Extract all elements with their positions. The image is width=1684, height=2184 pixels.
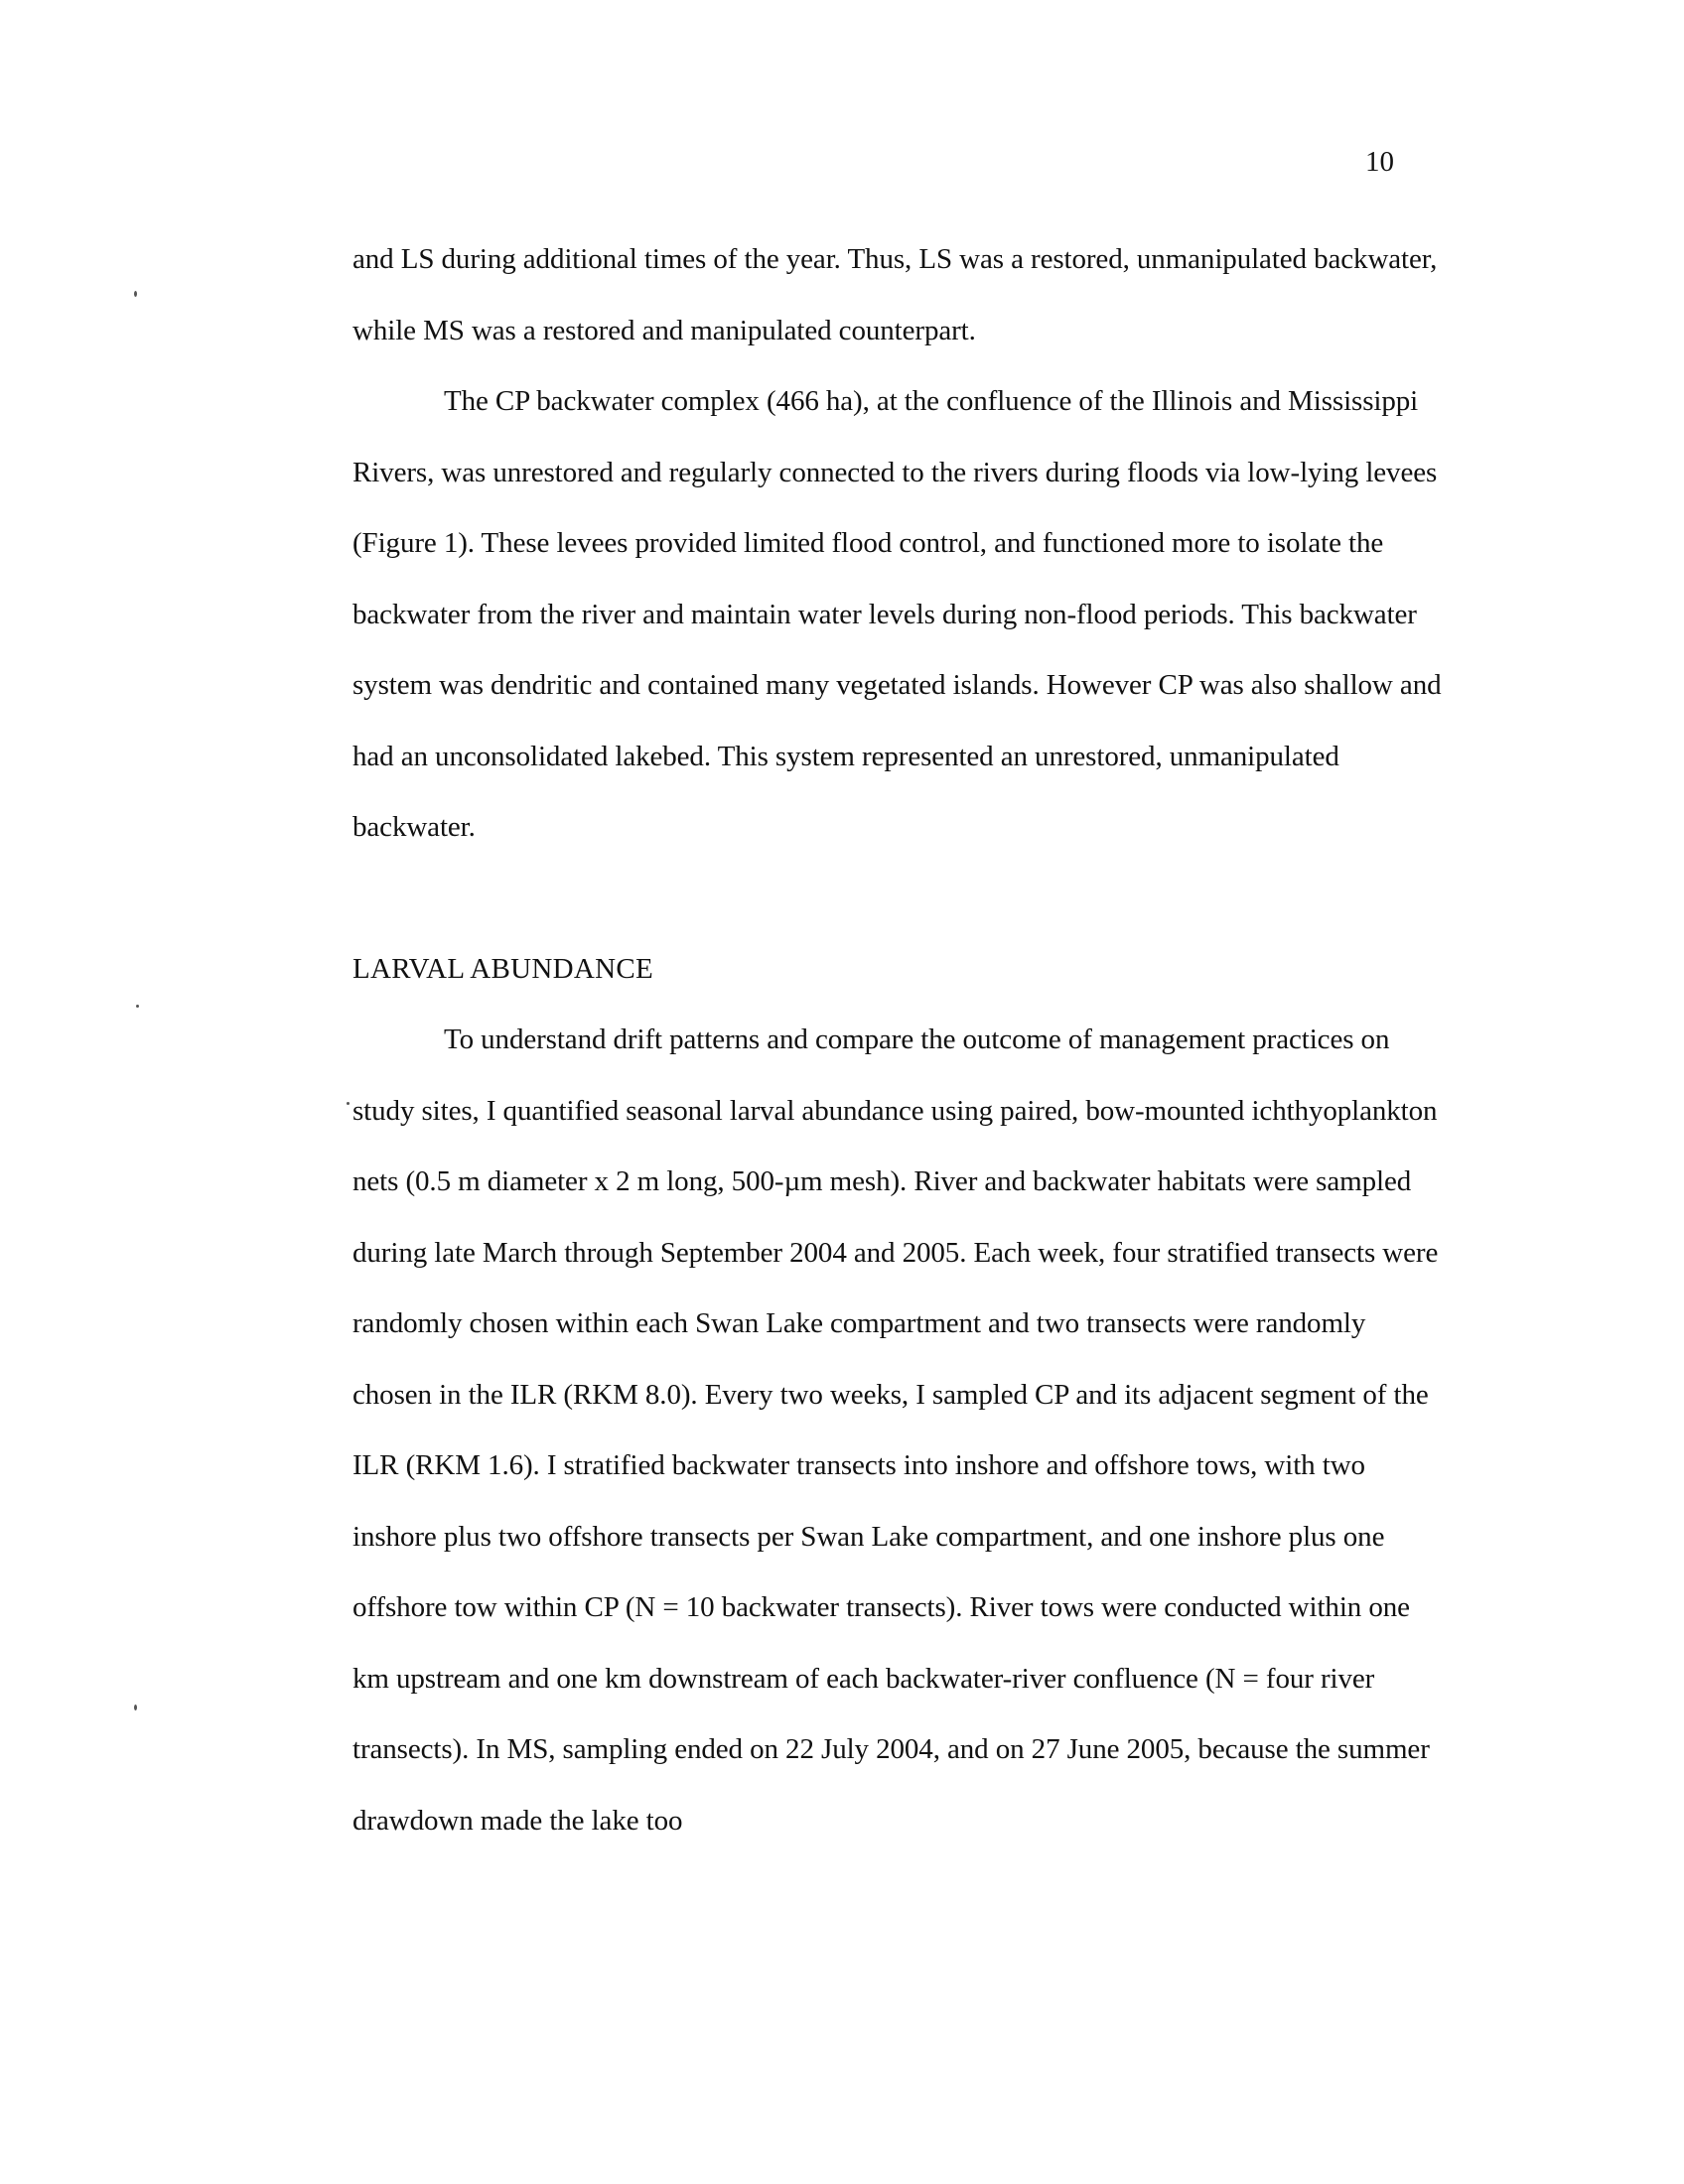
paragraph-2: The CP backwater complex (466 ha), at the confluence of the Illinois and Mississippi Rivers, was unrestored and regularly connected to the rivers during floods via low-lying levees (Figure 1). These levees provided limited flood control, and functioned more to isolate the backwater from the river and maintain water levels during non-flood periods. This backwater system was dendritic and contained many vegetated islands. However CP was also shallow and had an unconsolidated lakebed. This system represented an unrestored, unmanipulated backwater. [352,385,1442,843]
scan-speck [136,1005,139,1008]
paragraph-1: and LS during additional times of the year. Thus, LS was a restored, unmanipulated backwater, while MS was a restored and manipulated counterpart. [352,243,1438,346]
page-number: 10 [1365,146,1394,178]
section-paragraph: To understand drift patterns and compare the outcome of management practices on study sites, I quantified seasonal larval abundance using paired, bow-mounted ichthyoplankton nets (0.5 m diameter x 2 m long, 500-µm mesh). River and backwater habitats were sampled during late March through September 2004 and 2005. Each week, four stratified transects were randomly chosen within each Swan Lake compartment and two transects were randomly chosen in the ILR (RKM 8.0). Every two weeks, I sampled CP and its adjacent segment of the ILR (RKM 1.6). I stratified backwater transects into inshore and offshore tows, with two inshore plus two offshore transects per Swan Lake compartment, and one inshore plus one offshore tow within CP (N = 10 backwater transects). River tows were conducted within one km upstream and one km downstream of each backwater-river confluence (N = four river transects). In MS, sampling ended on 22 July 2004, and on 27 June 2005, because the summer drawdown made the lake too [352,1024,1439,1837]
body-text [352,224,1445,1856]
scan-speck [347,1102,350,1105]
scan-speck [134,291,137,297]
section-heading: LARVAL ABUNDANCE [352,952,653,985]
scan-speck [134,1705,137,1710]
